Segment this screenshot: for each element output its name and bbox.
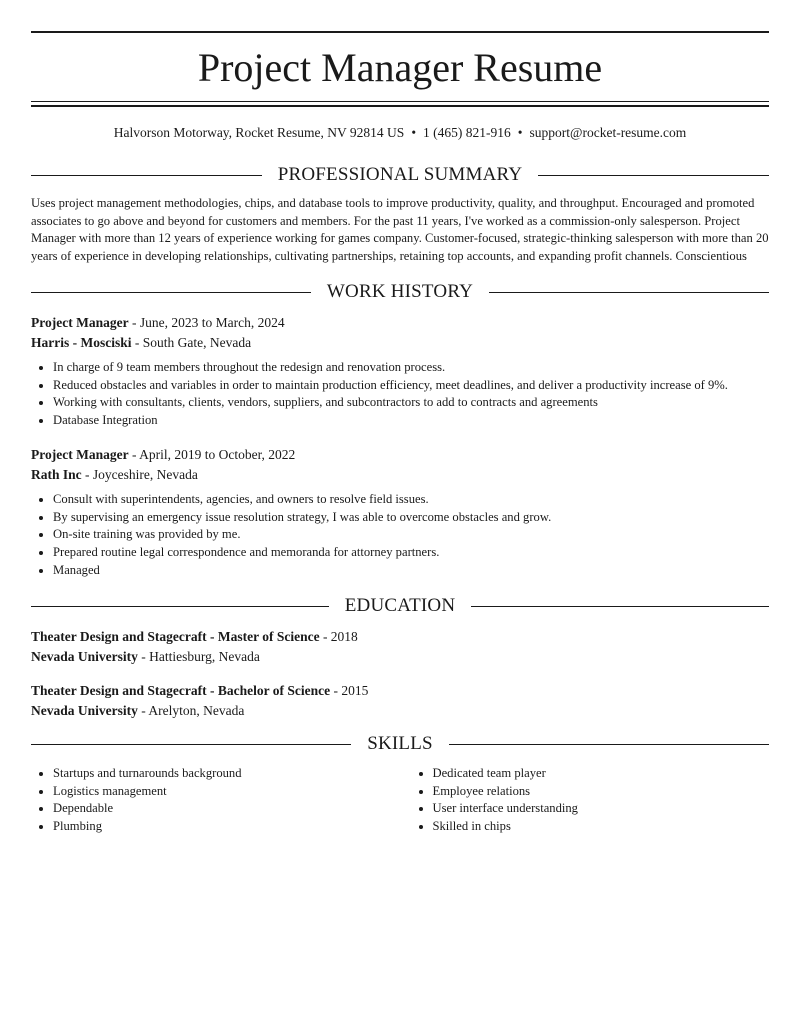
title-rule-upper <box>31 101 769 102</box>
edu-degree: Theater Design and Stagecraft - Bachelor of Science <box>31 683 331 698</box>
job-location: - South Gate, Nevada <box>131 334 252 350</box>
skills-list <box>31 765 769 836</box>
list-item: • Startups and turnarounds background <box>53 765 390 783</box>
skills-column-left <box>31 765 390 836</box>
list-item: • On-site training was provided by me. <box>53 526 769 544</box>
job-bullets <box>31 359 769 430</box>
section-header-education <box>31 594 769 618</box>
list-item: • Database Integration <box>53 412 769 430</box>
education-entry <box>31 681 769 720</box>
edu-location: - Hattiesburg, Nevada <box>137 648 260 664</box>
list-item: • Reduced obstacles and variables in order to maintain production efficiency, meet deadlines, and deliver a productivity increase of 9%. <box>53 377 769 395</box>
list-item: • Dependable <box>53 800 390 818</box>
section-rule <box>449 744 769 745</box>
job-dates: - April, 2019 to October, 2022 <box>128 447 296 462</box>
edu-year: - 2018 <box>319 629 358 644</box>
section-rule <box>31 606 329 607</box>
work-entry <box>31 445 769 580</box>
page-title: Project Manager Resume <box>197 45 603 90</box>
section-rule <box>31 292 311 293</box>
work-entry <box>31 313 769 430</box>
section-title-skills: SKILLS <box>367 733 433 754</box>
job-role: Project Manager <box>31 447 129 462</box>
section-rule <box>31 744 351 745</box>
summary-text: Uses project management methodologies, chips, and database tools to improve productivity, quality, and throughput. Encouraged and promoted associates to go above and beyond for customers and members. For the past 11 years, I've worked as a commission-only salesperson. Project Manager with more than 12 years of experience working for games company. Customer-focused, strategic-thinking salesperson with more than 20 years of experience in developing relationships, cultivating partnerships, retaining top accounts, and expanding profit channels. Conscientious <box>31 196 769 264</box>
list-item: • User interface understanding <box>433 800 770 818</box>
list-item: • Logistics management <box>53 783 390 801</box>
list-item: • Consult with superintendents, agencies, and owners to resolve field issues. <box>53 491 769 509</box>
contact-line <box>31 124 769 142</box>
list-item: • Plumbing <box>53 818 390 836</box>
section-rule <box>31 175 262 176</box>
job-company: Rath Inc <box>31 466 82 482</box>
list-item: • In charge of 9 team members throughout the redesign and renovation process. <box>53 359 769 377</box>
list-item: • Skilled in chips <box>433 818 770 836</box>
list-item: • Managed <box>53 562 769 580</box>
job-dates: - June, 2023 to March, 2024 <box>128 315 285 330</box>
edu-degree: Theater Design and Stagecraft - Master of Science <box>31 629 320 644</box>
job-company: Harris - Mosciski <box>31 334 132 350</box>
contact-separator: • <box>517 125 523 140</box>
contact-email: support@rocket-resume.com <box>529 125 687 140</box>
job-role: Project Manager <box>31 315 129 330</box>
list-item: • Prepared routine legal correspondence and memoranda for attorney partners. <box>53 544 769 562</box>
title-rule-lower <box>31 105 769 107</box>
top-rule <box>31 31 769 33</box>
section-title-education: EDUCATION <box>344 595 456 616</box>
education-entry <box>31 627 769 666</box>
list-item: • Employee relations <box>433 783 770 801</box>
contact-address: Halvorson Motorway, Rocket Resume, NV 92814 US <box>113 125 405 140</box>
section-rule <box>471 606 769 607</box>
edu-location: - Arelyton, Nevada <box>137 702 245 718</box>
list-item: • Dedicated team player <box>433 765 770 783</box>
list-item: • Working with consultants, clients, vendors, suppliers, and subcontractors to add to contracts and agreements <box>53 394 769 412</box>
edu-year: - 2015 <box>330 683 369 698</box>
section-title-work: WORK HISTORY <box>326 281 474 302</box>
job-location: - Joyceshire, Nevada <box>81 466 198 482</box>
contact-phone: 1 (465) 821-916 <box>423 125 511 140</box>
edu-school: Nevada University <box>31 648 138 664</box>
list-item: • By supervising an emergency issue resolution strategy, I was able to overcome obstacles and grow. <box>53 509 769 527</box>
section-header-skills <box>31 732 769 756</box>
section-title-summary: PROFESSIONAL SUMMARY <box>277 164 523 185</box>
contact-separator: • <box>411 125 417 140</box>
section-header-summary <box>31 163 769 187</box>
section-rule <box>489 292 769 293</box>
edu-school: Nevada University <box>31 702 138 718</box>
job-bullets <box>31 491 769 580</box>
skills-column-right <box>411 765 770 836</box>
section-header-work <box>31 280 769 304</box>
section-rule <box>538 175 769 176</box>
